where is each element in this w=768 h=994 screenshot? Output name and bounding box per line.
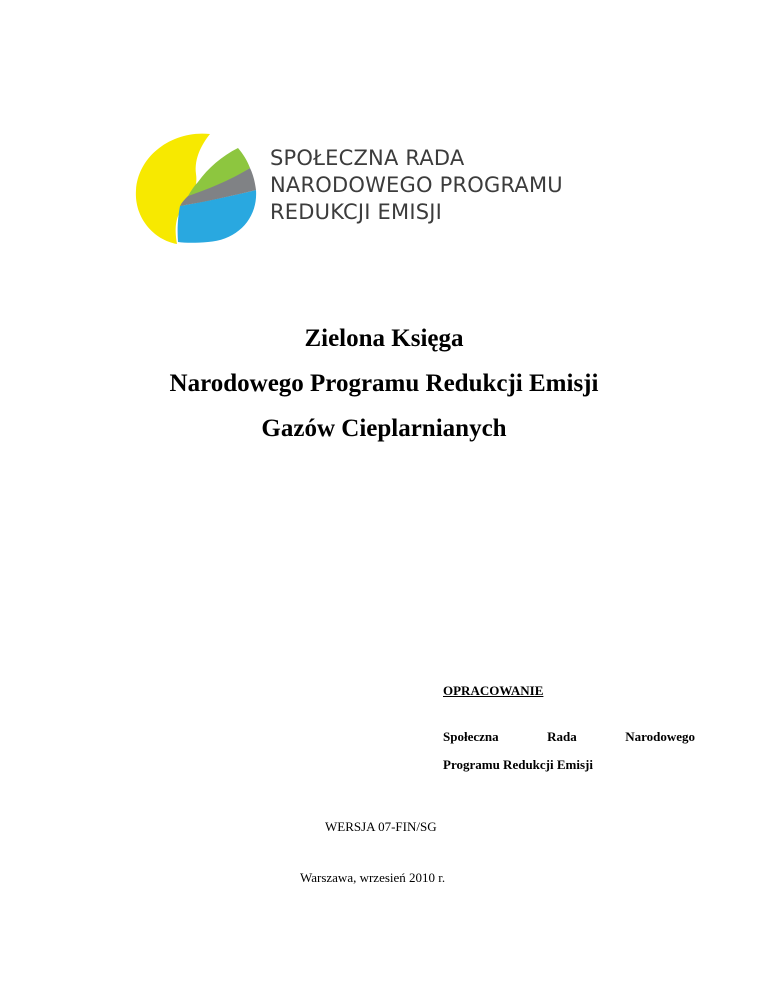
logo-text-line: SPOŁECZNA RADA (270, 146, 465, 170)
credits-heading: OPRACOWANIE (443, 683, 544, 698)
logo-text-line: REDUKCJI EMISJI (270, 200, 443, 224)
version-label: WERSJA 07-FIN/SG (325, 819, 437, 834)
leaf-circle-logo-icon (132, 128, 262, 246)
document-title (0, 322, 768, 457)
credits-org-word: Społeczna (443, 729, 499, 744)
credits-block (443, 683, 695, 773)
logo-text (270, 145, 563, 226)
place-date: Warszawa, wrzesień 2010 r. (300, 870, 446, 885)
credits-org-word: Rada (547, 729, 577, 744)
credits-org-line-2: Programu Redukcji Emisji (443, 757, 593, 772)
credits-org-word: Narodowego (625, 729, 695, 744)
logo-text-line: NARODOWEGO PROGRAMU (270, 173, 563, 197)
credits-org-line-1 (443, 729, 695, 745)
title-line-3: Gazów Cieplarnianych (261, 415, 507, 442)
title-line-2: Narodowego Programu Redukcji Emisji (169, 370, 599, 397)
title-line-1: Zielona Księga (304, 325, 464, 352)
